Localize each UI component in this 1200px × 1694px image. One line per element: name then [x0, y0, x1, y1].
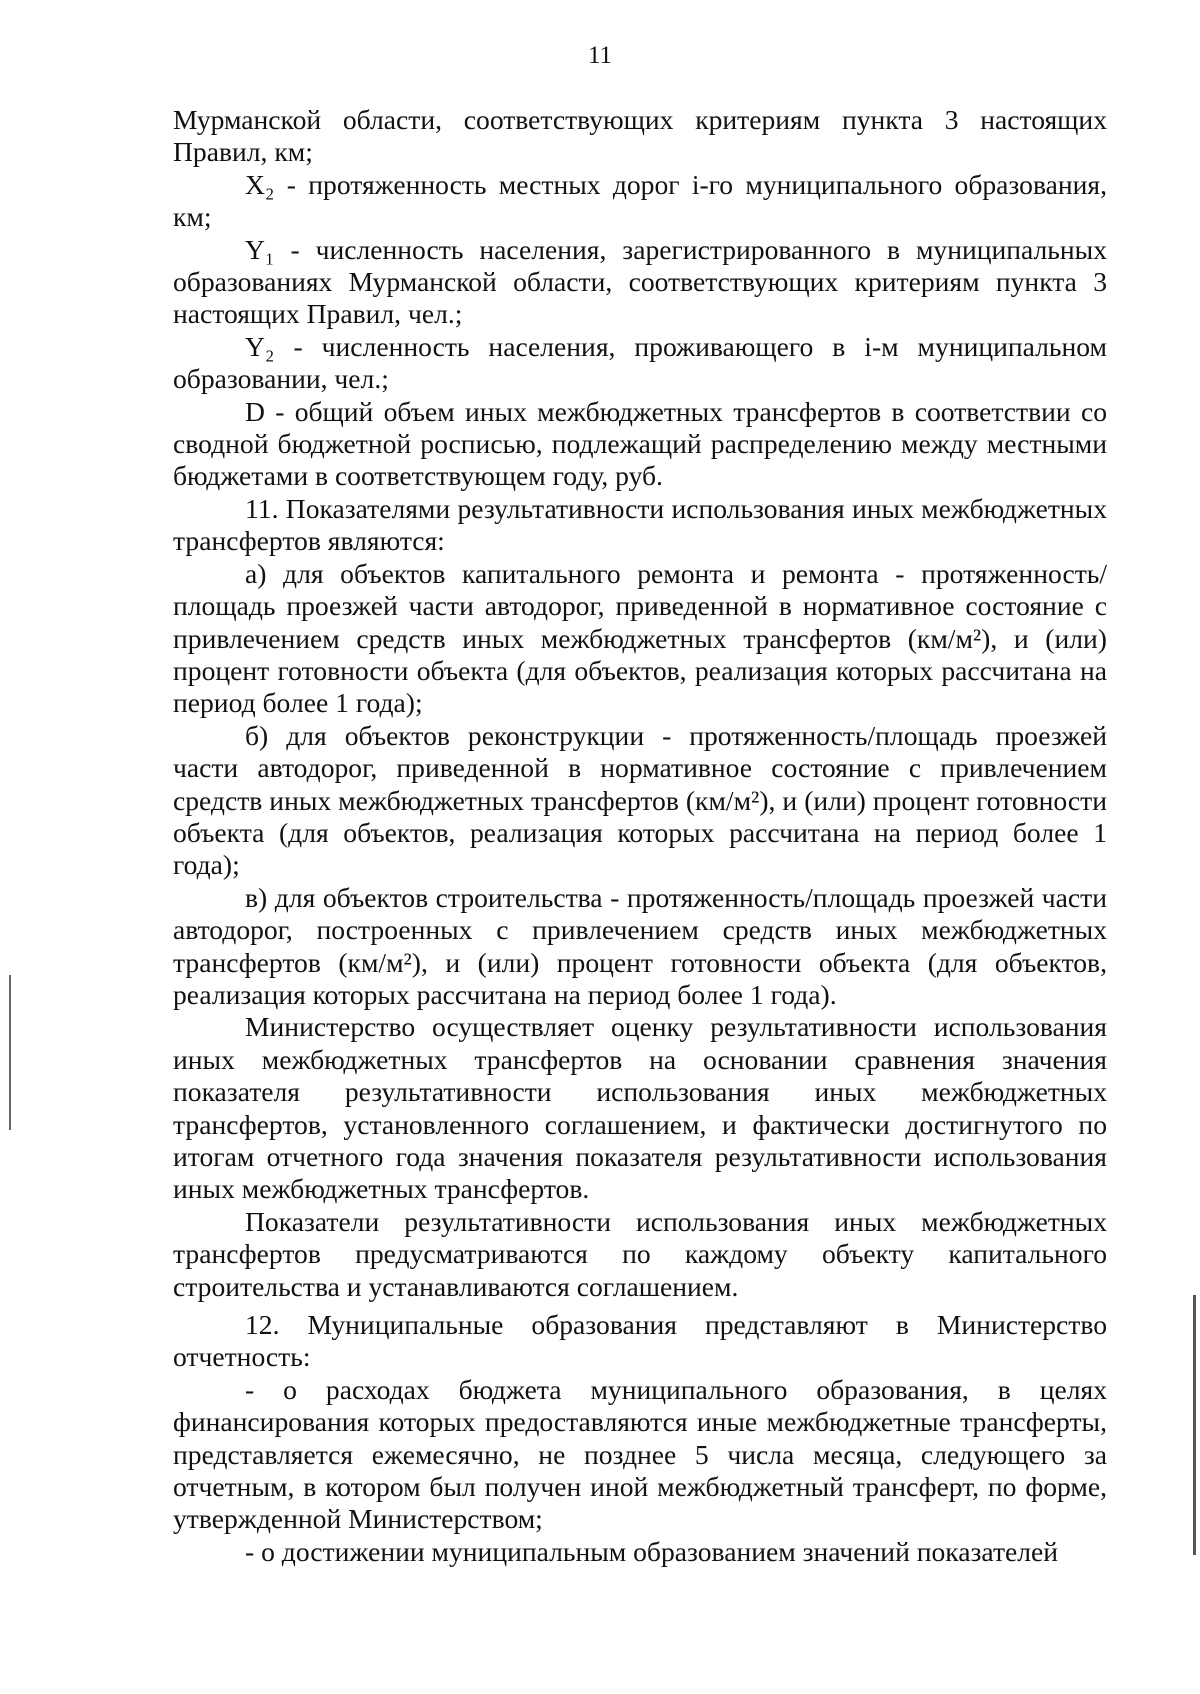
paragraph-continuation: Мурманской области, соответствующих критериям пункта 3 настоящих Правил, км;: [173, 104, 1107, 168]
page-number: 11: [587, 42, 613, 69]
paragraph-indicators: Показатели результативности использования иных межбюджетных трансфертов предусматриваются по каждому объекту капитального строительства и устанавливаются соглашением.: [173, 1205, 1107, 1302]
paragraph-section-11: 11. Показателями результативности использования иных межбюджетных трансфертов являются:: [173, 492, 1107, 557]
paragraph-item-b: б) для объектов реконструкции - протяженность/площадь проезжей части автодорог, приведенной в нормативное состояние с привлечением средств иных межбюджетных трансфертов (км/м²), и (или) процент готовности объекта (для объектов, реализация которых рассчитана на период более 1 года);: [173, 719, 1107, 881]
document-body: [173, 104, 1107, 1568]
scan-edge-mark-left: [9, 975, 11, 1130]
paragraph-d-definition: D - общий объем иных межбюджетных трансфертов в соответствии со сводной бюджетной росписью, подлежащий распределению между местными бюджетами в соответствующем году, руб.: [173, 395, 1107, 492]
paragraph-section-12: 12. Муниципальные образования представляют в Министерство отчетность:: [173, 1309, 1107, 1373]
paragraph-y2-definition: Y₂ - численность населения, проживающего в i-м муниципальном образовании, чел.;: [173, 330, 1107, 395]
paragraph-ministry-evaluation: Министерство осуществляет оценку результативности использования иных межбюджетных трансфертов на основании сравнения значения показателя результативности использования иных межбюджетных трансфертов, установленного соглашением, и фактически достигнутого по итогам отчетного года значения показателя результативности использования иных межбюджетных трансфертов.: [173, 1011, 1107, 1205]
paragraph-achievement-report: - о достижении муниципальным образованием значений показателей: [245, 1535, 1059, 1567]
paragraph-y1-definition: Y₁ - численность населения, зарегистрированного в муниципальных образованиях Мурманской области, соответствующих критериям пункта 3 настоящих Правил, чел.;: [173, 233, 1107, 330]
paragraph-item-v: в) для объектов строительства - протяженность/площадь проезжей части автодорог, построенных с привлечением средств иных межбюджетных трансфертов (км/м²), и (или) процент готовности объекта (для объектов, реализация которых рассчитана на период более 1 года).: [173, 881, 1107, 1010]
paragraph-item-a: а) для объектов капитального ремонта и ремонта - протяженность/площадь проезжей части автодорог, приведенной в нормативное состояние с привлечением средств иных межбюджетных трансфертов (км/м²), и (или) процент готовности объекта (для объектов, реализация которых рассчитана на период более 1 года);: [173, 557, 1107, 719]
scan-edge-mark-right: [1193, 1295, 1196, 1555]
paragraph-expenses-report: - о расходах бюджета муниципального образования, в целях финансирования которых предоставляются иные межбюджетные трансферты, представляется ежемесячно, не позднее 5 числа месяца, следующего за отчетным, в котором был получен иной межбюджетный трансферт, по форме, утвержденной Министерством;: [173, 1373, 1107, 1535]
paragraph-x2-definition: X₂ - протяженность местных дорог i-го муниципального образования, км;: [173, 168, 1107, 233]
